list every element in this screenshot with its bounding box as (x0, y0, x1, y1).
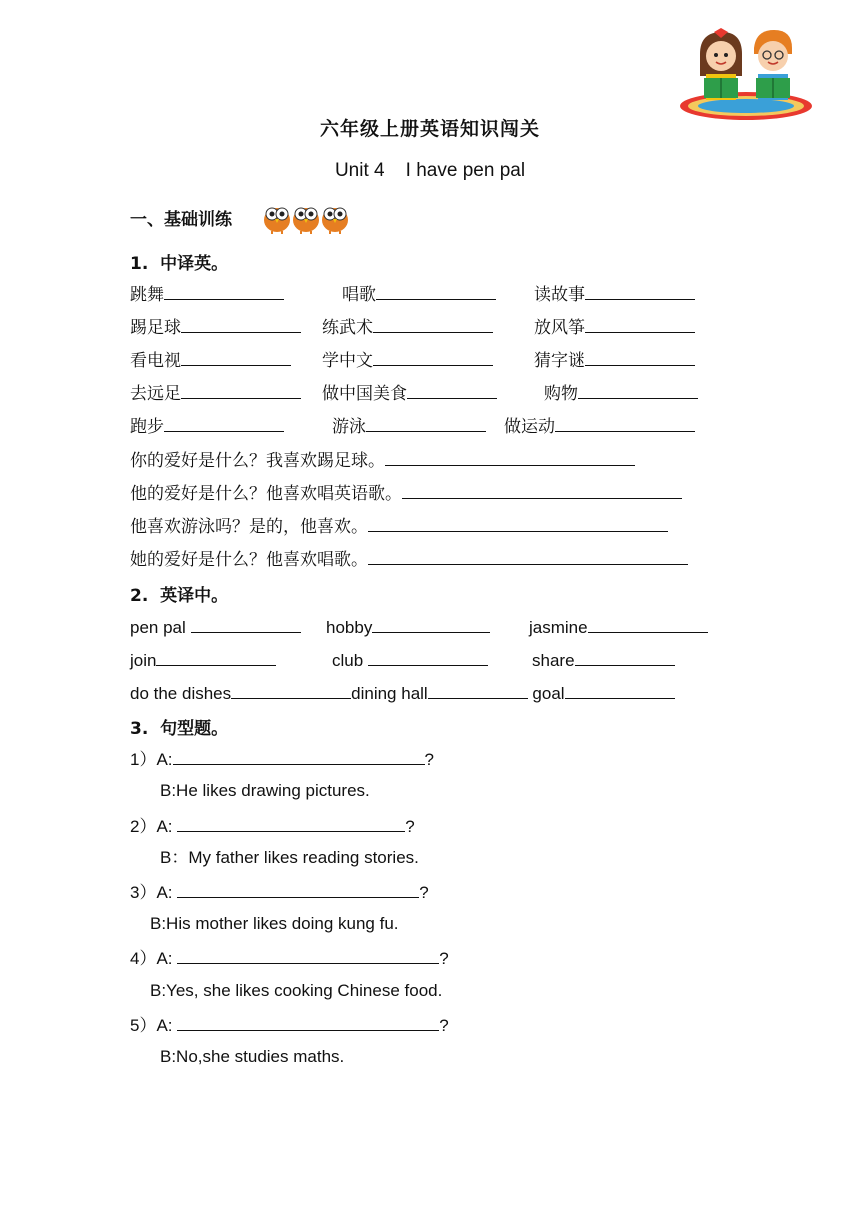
vocab-item: 学中文 (322, 348, 493, 372)
section-heading: 一、基础训练 (130, 210, 232, 230)
three-owls-icon (262, 200, 352, 234)
question-a: 5）A: ? (130, 1013, 449, 1037)
answer-blank[interactable] (177, 946, 439, 964)
vocab-item: 猜字谜 (534, 348, 695, 372)
answer-blank[interactable] (376, 282, 496, 300)
vocab-item: 购物 (544, 381, 698, 405)
vocab-item: pen pal (130, 615, 301, 639)
part2-heading: 2. 英译中。 (130, 586, 229, 606)
vocab-item: 游泳 (332, 414, 486, 438)
vocab-item: jasmine (529, 615, 708, 639)
answer-blank[interactable] (177, 814, 405, 832)
answer-blank[interactable] (177, 880, 419, 898)
answer-blank[interactable] (402, 481, 682, 499)
answer-blank[interactable] (385, 448, 635, 466)
vocab-item: 跑步 (130, 414, 284, 438)
answer-blank[interactable] (588, 615, 708, 633)
answer-blank[interactable] (428, 681, 528, 699)
answer-b: B:Yes, she likes cooking Chinese food. (150, 981, 443, 1000)
question-a: 2）A: ? (130, 814, 415, 838)
question-a: 3）A: ? (130, 880, 429, 904)
vocab-item: club (332, 648, 488, 672)
answer-blank[interactable] (585, 315, 695, 333)
vocab-item: 读故事 (534, 282, 695, 306)
vocab-item: share (532, 648, 675, 672)
vocab-item: do the dishes dining hall goal (130, 681, 675, 705)
answer-blank[interactable] (565, 681, 675, 699)
question-a: 4）A: ? (130, 946, 449, 970)
vocab-item: 看电视 (130, 348, 291, 372)
answer-blank[interactable] (585, 282, 695, 300)
answer-b: B:He likes drawing pictures. (160, 781, 370, 800)
vocab-item: hobby (326, 615, 490, 639)
answer-blank[interactable] (191, 615, 301, 633)
answer-blank[interactable] (373, 315, 493, 333)
part1-heading: 1. 中译英。 (130, 254, 229, 274)
answer-b: B:His mother likes doing kung fu. (150, 914, 399, 933)
vocab-item: 做中国美食 (322, 381, 497, 405)
vocab-item: 唱歌 (342, 282, 496, 306)
vocab-item: 放风筝 (534, 315, 695, 339)
sentence-item: 他的爱好是什么？他喜欢唱英语歌。 (130, 481, 682, 505)
answer-blank[interactable] (555, 414, 695, 432)
answer-blank[interactable] (407, 381, 497, 399)
answer-blank[interactable] (368, 648, 488, 666)
answer-blank[interactable] (181, 381, 301, 399)
vocab-item: 踢足球 (130, 315, 301, 339)
sentence-item: 你的爱好是什么？我喜欢踢足球。 (130, 448, 635, 472)
answer-blank[interactable] (372, 615, 490, 633)
answer-blank[interactable] (575, 648, 675, 666)
answer-b: B:No,she studies maths. (160, 1047, 345, 1066)
answer-blank[interactable] (368, 514, 668, 532)
answer-blank[interactable] (156, 648, 276, 666)
answer-b: B：My father likes reading stories. (160, 848, 419, 867)
vocab-item: 做运动 (504, 414, 695, 438)
answer-blank[interactable] (173, 747, 425, 765)
answer-blank[interactable] (164, 282, 284, 300)
answer-blank[interactable] (585, 348, 695, 366)
answer-blank[interactable] (177, 1013, 439, 1031)
answer-blank[interactable] (164, 414, 284, 432)
vocab-item: join (130, 648, 276, 672)
answer-blank[interactable] (181, 348, 291, 366)
unit-subtitle: Unit 4 I have pen pal (334, 160, 526, 181)
part3-heading: 3. 句型题。 (130, 719, 229, 739)
vocab-item: 去远足 (130, 381, 301, 405)
question-a: 1）A: ? (130, 747, 434, 771)
vocab-item: 练武术 (322, 315, 493, 339)
vocab-item: 跳舞 (130, 282, 284, 306)
sentence-item: 他喜欢游泳吗？是的，他喜欢。 (130, 514, 668, 538)
answer-blank[interactable] (366, 414, 486, 432)
kids-reading-icon (676, 24, 816, 124)
sentence-item: 她的爱好是什么？他喜欢唱歌。 (130, 547, 688, 571)
answer-blank[interactable] (368, 547, 688, 565)
answer-blank[interactable] (373, 348, 493, 366)
page-title: 六年级上册英语知识闯关 (319, 118, 540, 140)
answer-blank[interactable] (231, 681, 351, 699)
answer-blank[interactable] (578, 381, 698, 399)
answer-blank[interactable] (181, 315, 301, 333)
